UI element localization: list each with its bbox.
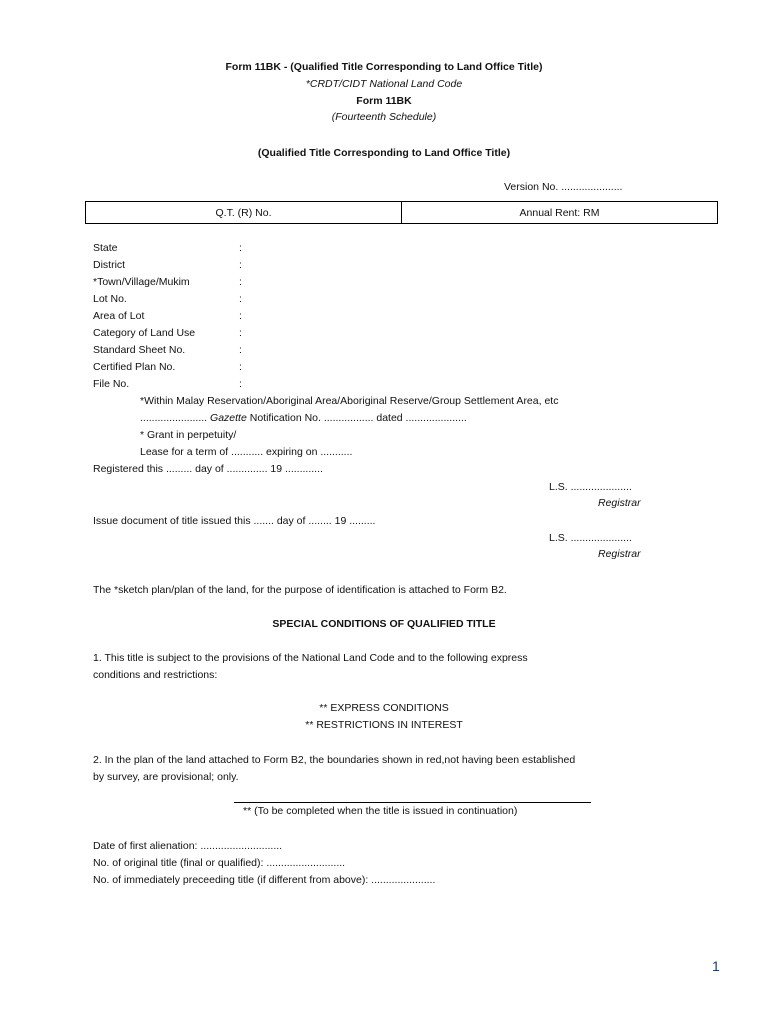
- form-title: Form 11BK - (Qualified Title Corresponding to Land Office Title): [225, 61, 543, 73]
- field-label-district: District: [93, 259, 126, 271]
- field-colon: :: [239, 361, 242, 373]
- form-number: Form 11BK: [356, 95, 412, 107]
- issue-line: Issue document of title issued this ....... day of ........ 19 .........: [93, 515, 376, 527]
- form-subtitle-code: *CRDT/CIDT National Land Code: [305, 78, 463, 90]
- gazette-prefix: .......................: [140, 412, 208, 424]
- field-colon: :: [239, 310, 242, 322]
- field-label-standard-sheet: Standard Sheet No.: [93, 344, 186, 356]
- field-colon: :: [239, 293, 242, 305]
- field-colon: :: [239, 344, 242, 356]
- gazette-word: Gazette: [210, 412, 247, 424]
- special-conditions-heading: SPECIAL CONDITIONS OF QUALIFIED TITLE: [272, 618, 496, 630]
- field-label-lot-no: Lot No.: [93, 293, 127, 305]
- schedule-label: (Fourteenth Schedule): [331, 111, 437, 123]
- registered-line: Registered this ......... day of .............. 19 .............: [93, 463, 323, 475]
- field-colon: :: [239, 378, 242, 390]
- clause-1-line-2: conditions and restrictions:: [93, 669, 218, 681]
- field-label-certified-plan: Certified Plan No.: [93, 361, 176, 373]
- field-label-state: State: [93, 242, 118, 254]
- restrictions-in-interest: ** RESTRICTIONS IN INTEREST: [305, 719, 463, 731]
- ls-line-1: L.S. .....................: [549, 481, 632, 493]
- first-alienation-line: Date of first alienation: ............................: [93, 840, 283, 852]
- ls-line-2: L.S. .....................: [549, 532, 632, 544]
- qt-number-cell: Q.T. (R) No.: [215, 206, 272, 219]
- form-heading: (Qualified Title Corresponding to Land Office Title): [257, 147, 511, 159]
- clause-1-line-1: 1. This title is subject to the provisions of the National Land Code and to the following express: [93, 652, 528, 664]
- registrar-label-1: Registrar: [598, 497, 641, 509]
- field-colon: :: [239, 276, 242, 288]
- divider-line: [234, 802, 591, 803]
- continuation-note: ** (To be completed when the title is issued in continuation): [243, 805, 518, 817]
- clause-2-line-1: 2. In the plan of the land attached to Form B2, the boundaries shown in red,not having been established: [93, 754, 576, 766]
- field-colon: :: [239, 259, 242, 271]
- express-conditions: ** EXPRESS CONDITIONS: [319, 702, 449, 714]
- preceding-title-line: No. of immediately preceeding title (if different from above): ......................: [93, 874, 436, 886]
- gazette-suffix: Notification No. ................. dated .....................: [249, 412, 467, 424]
- field-label-area: Area of Lot: [93, 310, 145, 322]
- grant-text: * Grant in perpetuity/: [140, 429, 237, 441]
- registrar-label-2: Registrar: [598, 548, 641, 560]
- field-label-town: *Town/Village/Mukim: [93, 276, 190, 288]
- field-colon: :: [239, 242, 242, 254]
- field-label-file-no: File No.: [93, 378, 130, 390]
- annual-rent-cell: Annual Rent: RM: [401, 202, 717, 223]
- gazette-line: [140, 412, 467, 424]
- field-label-land-use: Category of Land Use: [93, 327, 196, 339]
- sketch-plan-text: The *sketch plan/plan of the land, for the purpose of identification is attached to Form B2.: [93, 584, 507, 596]
- lease-text: Lease for a term of ........... expiring on ...........: [140, 446, 353, 458]
- reservation-text: *Within Malay Reservation/Aboriginal Area/Aboriginal Reserve/Group Settlement Area, etc: [140, 395, 559, 407]
- field-colon: :: [239, 327, 242, 339]
- original-title-line: No. of original title (final or qualified): ...........................: [93, 857, 346, 869]
- title-table: [85, 201, 718, 224]
- clause-2-line-2: by survey, are provisional; only.: [93, 771, 239, 783]
- page-number: 1: [712, 958, 720, 974]
- version-number: Version No. .....................: [504, 181, 623, 193]
